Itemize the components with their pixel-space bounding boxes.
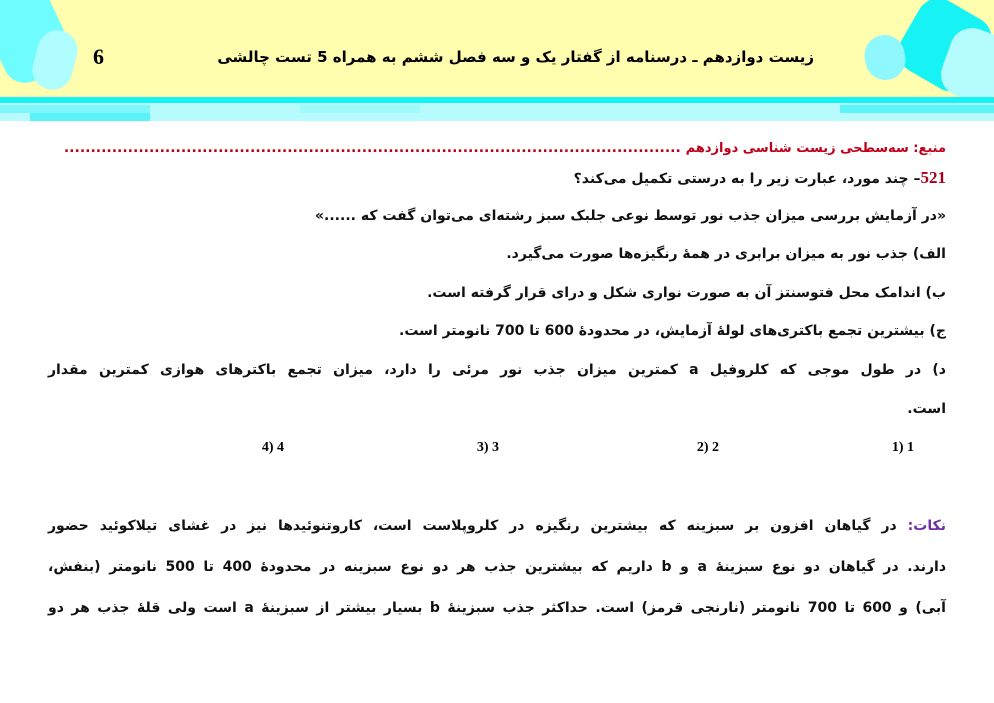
header-stripes: [0, 97, 994, 121]
page-title: زیست دوازدهم ـ درسنامه از گفتار یک و سه فصل ششم به همراه 5 تست چالشی: [217, 48, 814, 66]
option-2[interactable]: 2 (2: [696, 440, 719, 455]
question-number: 521: [920, 168, 946, 187]
stripe: [840, 105, 994, 113]
item-jim: ج) بیشترین تجمع باکتری‌های لولهٔ آزمایش، در محدودهٔ 600 تا 700 نانومتر است.: [399, 323, 946, 339]
item-alef: الف) جذب نور به میزان برابری در همهٔ رنگیزه‌ها صورت می‌گیرد.: [506, 246, 946, 262]
source-line: [48, 140, 946, 156]
stripe: [300, 105, 420, 113]
stripe: [30, 113, 150, 121]
question-text: – چند مورد، عبارت زیر را به درستی تکمیل می‌کند؟: [573, 171, 921, 187]
notes-line-2: دارند. در گیاهان دو نوع سبزینهٔ a و b داریم که بیشترین جذب هر دو نوع سبزینه در محدودهٔ 400 تا 500 نانومتر (بنفش،: [48, 559, 947, 575]
stripe: [0, 105, 150, 113]
option-3[interactable]: 3 (3: [476, 440, 499, 455]
option-1[interactable]: 1 (1: [891, 440, 914, 455]
stripe: [0, 97, 994, 103]
notes-label: نکات:: [907, 518, 946, 534]
item-dal: د) در طول موجی که کلروفیل a کمترین میزان جذب نور مرئی را دارد، میزان تجمع باکترهای هوازی کمترین مقدار: [48, 362, 946, 378]
dotted-leader: ....................................................................................................................: [63, 140, 681, 156]
notes-line-1: [48, 518, 946, 534]
notes-text: در گیاهان افزون بر سبزینه که بیشترین رنگیزه در کلروپلاست است، کاروتنوئیدها نیز در غشای تیلاکوئید حضور: [48, 518, 908, 534]
page-number: 6: [93, 44, 104, 69]
notes-line-3: آبی) و 600 تا 700 نانومتر (نارنجی قرمز) است. حداکثر جذب سبزینهٔ b بسیار بیشتر از سبزینهٔ a است ولی قلهٔ جذب هر دو: [48, 600, 946, 616]
question-stem: [48, 168, 946, 188]
question-statement: «در آزمایش بررسی میزان جذب نور توسط نوعی جلبک سبز رشته‌ای می‌توان گفت که ......»: [315, 208, 946, 224]
source-label: منبع: سه‌سطحی زیست شناسی دوازدهم: [685, 141, 946, 156]
option-4[interactable]: 4 (4: [261, 440, 284, 455]
item-dal-continued: است.: [907, 401, 946, 417]
page-header: [0, 0, 994, 97]
item-be: ب) اندامک محل فتوسنتز آن به صورت نواری شکل و درای قرار گرفته است.: [427, 285, 946, 301]
